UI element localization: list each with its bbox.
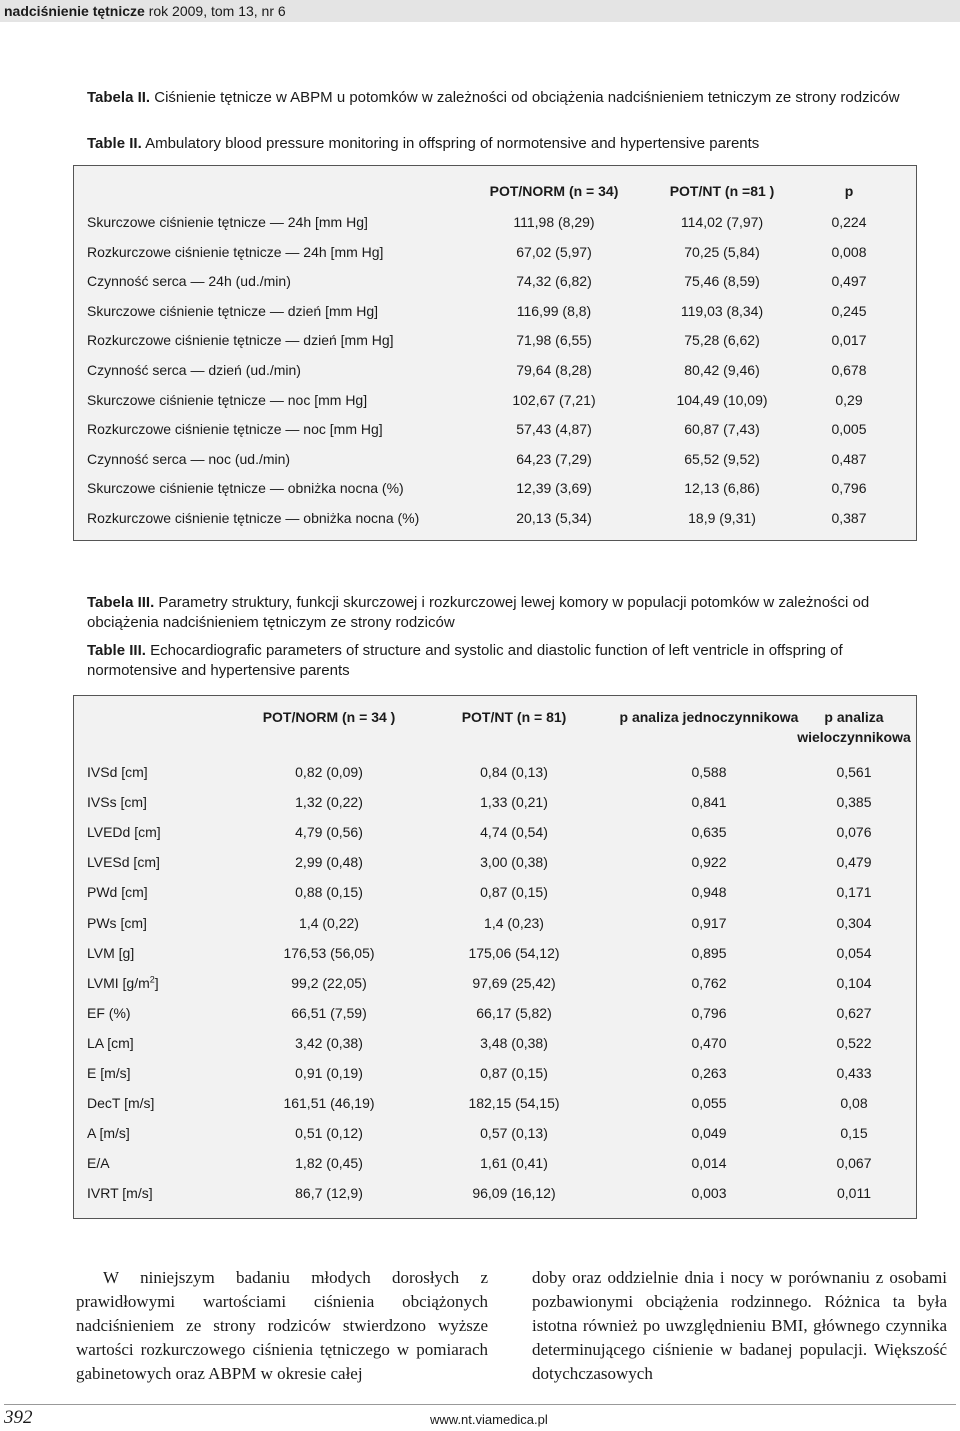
- table-row: [74, 478, 916, 498]
- table-cell: 99,2 (22,05): [291, 974, 367, 991]
- table3-label-en: Table III.: [87, 642, 146, 659]
- table-cell: 0,385: [836, 794, 872, 811]
- page-number: 392: [4, 1407, 33, 1428]
- table-cell: 0,470: [691, 1034, 727, 1051]
- table-cell: 1,61 (0,41): [480, 1155, 548, 1172]
- table-cell: 102,67 (7,21): [512, 391, 596, 408]
- table-cell: 1,4 (0,23): [484, 914, 544, 931]
- row-label: LVM [g]: [87, 944, 135, 961]
- table-cell: 0,005: [831, 421, 867, 438]
- table-cell: 0,08: [840, 1095, 868, 1112]
- table-cell: 0,51 (0,12): [295, 1125, 363, 1142]
- table2-header-p: p: [844, 183, 854, 199]
- table-cell: 0,895: [691, 944, 727, 961]
- row-label: Czynność serca — noc (ud./min): [87, 450, 291, 467]
- row-label: Rozkurczowe ciśnienie tętnicze — 24h [mm Hg]: [87, 243, 384, 260]
- row-label: Czynność serca — dzień (ud./min): [87, 362, 301, 378]
- table-cell: 0,762: [691, 974, 727, 991]
- table3: [73, 695, 917, 1219]
- row-label: E/A: [87, 1155, 110, 1172]
- table-cell: 3,48 (0,38): [480, 1034, 548, 1051]
- table-cell: 1,4 (0,22): [299, 914, 359, 931]
- table-row: [74, 419, 916, 439]
- table-cell: 0,561: [836, 764, 872, 780]
- table-cell: 67,02 (5,97): [516, 243, 592, 260]
- table-cell: 0,433: [836, 1065, 872, 1081]
- table-cell: 0,522: [836, 1034, 872, 1051]
- table-cell: 175,06 (54,12): [468, 944, 560, 961]
- table-cell: 66,51 (7,59): [291, 1004, 367, 1021]
- table-cell: 0,84 (0,13): [480, 764, 548, 780]
- row-label: LVESd [cm]: [87, 854, 160, 871]
- table2-label-pl: Tabela II.: [87, 89, 151, 106]
- row-label: IVRT [m/s]: [87, 1185, 153, 1202]
- table-cell: 65,52 (9,52): [684, 450, 760, 467]
- running-header: [0, 0, 960, 22]
- table-cell: 0,796: [691, 1004, 727, 1021]
- table-row: [74, 242, 916, 262]
- table-row: [74, 212, 916, 232]
- table3-header-nt: POT/NT (n = 81): [461, 709, 567, 725]
- row-label: IVSd [cm]: [87, 764, 148, 780]
- table-cell: 86,7 (12,9): [295, 1185, 363, 1202]
- row-label: E [m/s]: [87, 1065, 131, 1081]
- table-row: [74, 1153, 916, 1173]
- table-cell: 70,25 (5,84): [684, 243, 760, 260]
- table-cell: 111,98 (8,29): [513, 214, 595, 230]
- table-cell: 0,948: [691, 884, 727, 901]
- table-row: [74, 973, 916, 993]
- table-row: [74, 913, 916, 933]
- table-cell: 182,15 (54,15): [468, 1095, 560, 1112]
- table-row: [74, 822, 916, 842]
- table-cell: 0,104: [836, 974, 872, 991]
- table-cell: 161,51 (46,19): [283, 1095, 375, 1112]
- table-cell: 0,479: [836, 854, 872, 871]
- table-cell: 0,82 (0,09): [295, 764, 363, 780]
- table2: [73, 165, 917, 541]
- row-label: [87, 973, 247, 993]
- table-row: [74, 508, 916, 528]
- table-cell: 104,49 (10,09): [676, 391, 768, 408]
- table3-label-pl: Tabela III.: [87, 594, 155, 611]
- row-label: PWs [cm]: [87, 914, 147, 931]
- table-row: [74, 360, 916, 380]
- table3-header-p-multi-2: wieloczynnikowa: [797, 729, 911, 745]
- table-row: [74, 852, 916, 872]
- table-cell: 75,28 (6,62): [684, 332, 760, 349]
- table-cell: 97,69 (25,42): [472, 974, 556, 991]
- table3-caption-en: [87, 641, 927, 681]
- table-cell: 0,054: [836, 944, 872, 961]
- table-cell: 96,09 (16,12): [472, 1185, 556, 1202]
- journal-name: nadciśnienie tętnicze: [4, 3, 145, 19]
- table-cell: 79,64 (8,28): [516, 362, 592, 378]
- row-label: LA [cm]: [87, 1034, 134, 1051]
- table-cell: 114,02 (7,97): [680, 214, 764, 230]
- table-cell: 116,99 (8,8): [516, 302, 592, 319]
- table-cell: 12,39 (3,69): [516, 480, 592, 497]
- row-label-text: LVMI [g/m: [87, 974, 150, 991]
- table-cell: 176,53 (56,05): [283, 944, 375, 961]
- table-cell: 0,91 (0,19): [295, 1065, 363, 1081]
- table-cell: 3,42 (0,38): [295, 1034, 363, 1051]
- table-row: [74, 882, 916, 902]
- table-cell: 0,796: [831, 480, 867, 497]
- table-cell: 0,678: [831, 362, 867, 378]
- table3-caption-pl: [87, 593, 927, 633]
- table-cell: 0,011: [837, 1185, 871, 1202]
- issue-info: rok 2009, tom 13, nr 6: [144, 3, 286, 19]
- table-row: [74, 271, 916, 291]
- table-row: [74, 1063, 916, 1083]
- table-cell: 0,076: [836, 824, 872, 841]
- table-cell: 0,15: [840, 1125, 868, 1142]
- row-label: Rozkurczowe ciśnienie tętnicze — noc [mm Hg]: [87, 421, 383, 438]
- table-cell: 0,055: [691, 1095, 727, 1112]
- table-row: [74, 762, 916, 782]
- table-cell: 0,57 (0,13): [480, 1125, 548, 1142]
- table3-header-p-multi: p analiza: [824, 709, 884, 725]
- row-label: Skurczowe ciśnienie tętnicze — obniżka nocna (%): [87, 480, 404, 497]
- row-label: Czynność serca — 24h (ud./min): [87, 273, 291, 290]
- table-cell: 4,79 (0,56): [295, 824, 363, 841]
- table-row: [74, 1033, 916, 1053]
- table3-title-en: Echocardiografic parameters of structure and systolic and diastolic function of left ventricle in offspring of normotensive and hypertensive parents: [87, 642, 843, 679]
- table2-caption-en: [87, 134, 907, 154]
- table-row: [74, 943, 916, 963]
- body-text-right: doby oraz oddzielnie dnia i nocy w porównaniu z osobami pozbawionymi obciążenia rodzinnego. Różnica ta była istotna również po uwzględnieniu BMI, głównego czynnika determinującego ciśnienie w badanej populacji. Większość dotychczasowych: [532, 1268, 947, 1383]
- table-cell: 1,33 (0,21): [480, 794, 548, 811]
- table-cell: 4,74 (0,54): [480, 824, 548, 841]
- table-row: [74, 301, 916, 321]
- table-cell: 1,32 (0,22): [295, 794, 363, 811]
- table-cell: 0,067: [836, 1155, 872, 1172]
- table-row: [74, 1183, 916, 1203]
- table-cell: 57,43 (4,87): [516, 421, 592, 438]
- table2-header-norm: POT/NORM (n = 34): [489, 183, 619, 199]
- table-cell: 0,014: [691, 1155, 727, 1172]
- table-cell: 75,46 (8,59): [684, 273, 760, 290]
- table-row: [74, 792, 916, 812]
- table-cell: 74,32 (6,82): [516, 273, 592, 290]
- table-cell: 0,922: [691, 854, 727, 871]
- table2-caption-pl: [87, 88, 907, 108]
- table-cell: 0,88 (0,15): [295, 884, 363, 901]
- table3-header-norm: POT/NORM (n = 34 ): [262, 709, 396, 725]
- row-label: Rozkurczowe ciśnienie tętnicze — dzień [mm Hg]: [87, 332, 394, 349]
- row-label: Skurczowe ciśnienie tętnicze — dzień [mm Hg]: [87, 302, 378, 319]
- row-label: IVSs [cm]: [87, 794, 147, 811]
- table-cell: 2,99 (0,48): [295, 854, 363, 871]
- table-cell: 0,627: [836, 1004, 872, 1021]
- table-row: [74, 390, 916, 410]
- table3-title-pl: Parametry struktury, funkcji skurczowej i rozkurczowej lewej komory w populacji potomków w zależności od obciążenia nadciśnieniem tętniczym ze strony rodziców: [87, 594, 870, 631]
- table-cell: 0,841: [691, 794, 727, 811]
- table-cell: 0,245: [831, 302, 867, 319]
- footer-rule: [4, 1404, 956, 1405]
- table-cell: 0,263: [691, 1065, 727, 1081]
- table-cell: 3,00 (0,38): [480, 854, 548, 871]
- table-cell: 0,87 (0,15): [480, 1065, 548, 1081]
- table-cell: 0,049: [691, 1125, 727, 1142]
- table-cell: 64,23 (7,29): [516, 450, 592, 467]
- table-cell: 60,87 (7,43): [684, 421, 760, 438]
- table-cell: 0,487: [831, 450, 867, 467]
- table-cell: 119,03 (8,34): [680, 302, 764, 319]
- table2-header-nt: POT/NT (n =81 ): [669, 183, 775, 199]
- superscript: 2: [149, 974, 155, 985]
- table-row: [74, 449, 916, 469]
- table-cell: 0,017: [831, 332, 867, 349]
- table-cell: 0,29: [835, 391, 863, 408]
- body-text-left: W niniejszym badaniu młodych dorosłych z prawidłowymi wartościami ciśnienia obciążonych nadciśnieniem ze strony rodziców stwierdzono wyższe wartości rozkurczowego ciśnienia tętniczego w pomiarach gabinetowych oraz ABPM w okresie całej: [76, 1268, 488, 1383]
- table3-header-row-2: [74, 727, 916, 747]
- table2-header-row: [74, 181, 916, 201]
- table-cell: 12,13 (6,86): [684, 480, 760, 497]
- table3-header-p-uni: p analiza jednoczynnikowa: [619, 709, 799, 725]
- table-cell: 66,17 (5,82): [476, 1004, 552, 1021]
- running-header-text: [4, 3, 286, 19]
- table-cell: 1,82 (0,45): [295, 1155, 363, 1172]
- table-cell: 0,635: [691, 824, 727, 841]
- row-label: PWd [cm]: [87, 884, 148, 901]
- table-cell: 71,98 (6,55): [516, 332, 592, 349]
- table-cell: 80,42 (9,46): [684, 362, 760, 378]
- bracket-close: ]: [154, 974, 159, 991]
- row-label: EF (%): [87, 1004, 131, 1021]
- table-row: [74, 1093, 916, 1113]
- table-cell: 0,917: [691, 914, 727, 931]
- table-row: [74, 330, 916, 350]
- table2-title-pl: Ciśnienie tętnicze w ABPM u potomków w zależności od obciążenia nadciśnieniem tetniczym ze strony rodziców: [150, 89, 900, 106]
- row-label: LVEDd [cm]: [87, 824, 161, 841]
- footer-url: www.nt.viamedica.pl: [430, 1412, 548, 1427]
- table-cell: 0,304: [836, 914, 872, 931]
- row-label: Skurczowe ciśnienie tętnicze — 24h [mm Hg]: [87, 214, 368, 230]
- table-cell: 0,588: [691, 764, 727, 780]
- row-label: Rozkurczowe ciśnienie tętnicze — obniżka nocna (%): [87, 510, 420, 526]
- table-cell: 0,387: [831, 510, 867, 526]
- table2-title-en: Ambulatory blood pressure monitoring in offspring of normotensive and hypertensive parents: [141, 135, 760, 152]
- table-cell: 0,224: [831, 214, 867, 230]
- row-label: A [m/s]: [87, 1125, 130, 1142]
- table-cell: 18,9 (9,31): [688, 510, 756, 526]
- table3-header-row: [74, 707, 916, 727]
- table-cell: 0,003: [691, 1185, 727, 1202]
- table-cell: 0,008: [831, 243, 867, 260]
- row-label: Skurczowe ciśnienie tętnicze — noc [mm Hg]: [87, 391, 368, 408]
- table2-label-en: Table II.: [87, 135, 142, 152]
- table-cell: 0,497: [831, 273, 867, 290]
- table-cell: 20,13 (5,34): [516, 510, 592, 526]
- table-cell: 0,171: [836, 884, 872, 901]
- table-cell: 0,87 (0,15): [480, 884, 548, 901]
- table-row: [74, 1003, 916, 1023]
- table-row: [74, 1123, 916, 1143]
- row-label: DecT [m/s]: [87, 1095, 155, 1112]
